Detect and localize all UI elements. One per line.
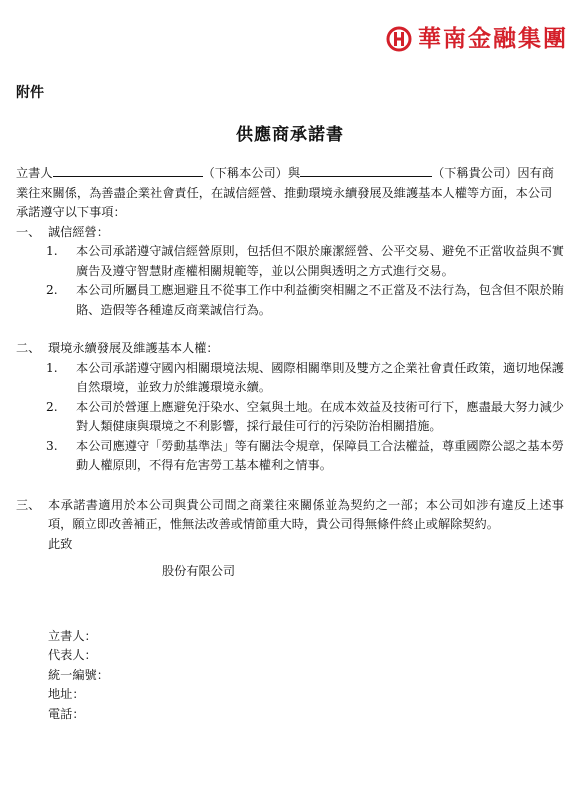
intro-middle: （下稱本公司）與 <box>202 166 301 180</box>
signer-blank <box>53 163 203 177</box>
intro-rest: （下稱貴公司）因有商業往來關係，為善盡企業社會責任，在誠信經營、推動環境永續發展及維護基本人權等方面，本公司承諾遵守以下事項： <box>16 166 554 219</box>
item-number: 1. <box>46 360 58 375</box>
signature-field-address: 地址： <box>48 687 85 701</box>
signature-block <box>48 627 564 725</box>
signature-field-signer: 立書人： <box>48 628 97 643</box>
signature-field-tax-id: 統一編號： <box>48 667 109 682</box>
section-1-heading <box>16 223 564 243</box>
section-number: 一、 <box>16 224 41 239</box>
item-text: 本公司於營運上應避免汙染水、空氣與土地。在成本效益及技術可行下，應盡最大努力減少對人類健康與環境之不利影響，採行最佳可行的污染防治相關措施。 <box>76 399 564 433</box>
section-number: 三、 <box>16 497 41 512</box>
item-text: 本公司所屬員工應迴避且不從事工作中利益衝突相關之不正當及不法行為，包含但不限於賄賂、造假等各種違反商業誠信行為。 <box>76 283 564 317</box>
section-title: 環境永續發展及維護基本人權： <box>48 341 219 355</box>
section-3-text: 本承諾書適用於本公司與貴公司間之商業往來關係並為契約之一部；本公司如涉有違反上述事項，願立即改善補正，惟無法改善或情節重大時，貴公司得無條件終止或解除契約。 <box>48 497 564 531</box>
document-title: 供應商承諾書 <box>236 125 344 145</box>
closing-salutation: 此致 <box>48 536 73 551</box>
item-text: 本公司承諾遵守國內相關環境法規、國際相關準則及雙方之企業社會責任政策，適切地保護自然環境，並致力於維護環境永續。 <box>76 360 564 394</box>
signature-field-phone: 電話： <box>48 706 85 721</box>
item-text: 本公司應遵守「勞動基準法」等有關法令規章，保障員工合法權益，尊重國際公認之基本勞動人權原則，不得有危害勞工基本權利之情事。 <box>76 438 564 472</box>
item-text: 本公司承諾遵守誠信經營原則，包括但不限於廉潔經營、公平交易、避免不正當收益與不實廣告及遵守智慧財產權相關規範等，並以公開與透明之方式進行交易。 <box>76 244 564 278</box>
list-item <box>46 242 564 281</box>
section-number: 二、 <box>16 341 41 355</box>
attachment-label: 附件 <box>16 85 44 101</box>
list-item <box>46 398 564 437</box>
item-number: 2. <box>46 399 58 414</box>
section-title: 誠信經營： <box>48 224 109 239</box>
company-suffix: 股份有限公司 <box>162 564 236 578</box>
list-item <box>46 359 564 398</box>
company-logo <box>386 26 568 52</box>
item-number: 1. <box>46 244 58 258</box>
logo-text: 華南金融集團 <box>418 26 568 52</box>
item-number: 2. <box>46 283 58 297</box>
document-body <box>16 163 564 724</box>
item-number: 3. <box>46 438 58 453</box>
section-2-heading <box>16 339 564 359</box>
signature-field-representative: 代表人： <box>48 648 97 662</box>
list-item <box>46 437 564 476</box>
recipient-blank <box>300 163 432 177</box>
intro-prefix: 立書人 <box>16 166 53 180</box>
hua-nan-logo-icon <box>386 26 412 52</box>
intro-paragraph <box>16 163 564 223</box>
list-item <box>46 281 564 320</box>
